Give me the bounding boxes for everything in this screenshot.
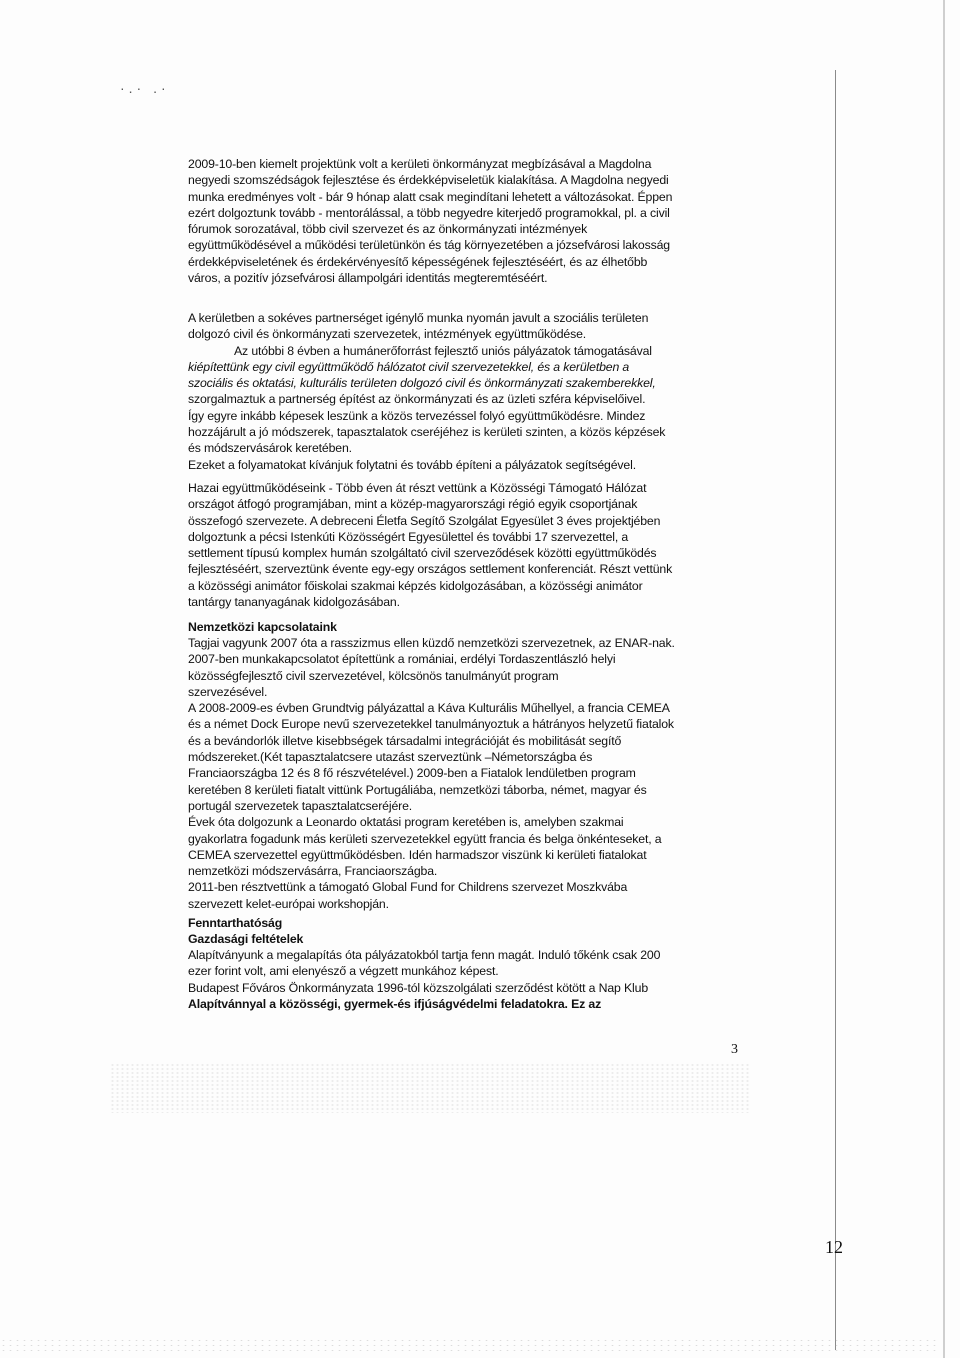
p2-line: A kerületben a sokéves partnerséget igénylő munka nyomán javult a szociális területen bbox=[188, 311, 649, 325]
p3-line: országot átfogó programjában, mint a közép-magyarországi régió egyik csoportjának bbox=[188, 497, 638, 512]
p4-line: 2011-ben résztvettünk a támogató Global Fund for Childrens szervezet Moszkvába bbox=[188, 880, 628, 895]
p1-line: fórumok sorozatával, több civil szervezet és az önkormányzati intézmények bbox=[188, 222, 588, 237]
p4-line: Franciaországba 12 és 8 fő részvételével.) 2009-ben a Fiatalok lendületben program bbox=[188, 766, 636, 781]
p4-line: és a német Dock Europe nevű szervezetekkel tanulmányoztuk a hátrányos helyzetű fiatalok bbox=[188, 717, 674, 732]
p1-line: város, a pozitív józsefvárosi állampolgári identitás megteremtéséért. bbox=[188, 271, 548, 286]
p3-line: dolgoztunk a pécsi Istenkúti Közösségért Egyesülettel és további 17 szervezettel, a bbox=[188, 529, 629, 544]
paragraph-3 bbox=[188, 480, 748, 610]
p2-line: hozzájárult a jó módszerek, tapasztalatok cseréjéhez is kerületi szinten, a közös képzések bbox=[188, 425, 666, 440]
p3-line: tantárgy tananyagának kidolgozásában. bbox=[188, 595, 400, 610]
p4-line: Évek óta dolgozunk a Leonardo oktatási program keretében is, amelyben szakmai bbox=[188, 815, 624, 830]
p4-line: közösségfejlesztő civil szervezetével, kölcsönös tanulmányút program bbox=[188, 668, 559, 683]
paragraph-1 bbox=[188, 156, 748, 286]
scan-noise bbox=[110, 1063, 750, 1113]
p5-line: ezer forint volt, ami elenyésző a végzett munkához képest. bbox=[188, 964, 499, 979]
p2-line: Ezeket a folyamatokat kívánjuk folytatni és tovább építeni a pályázatok segítségével. bbox=[188, 457, 636, 472]
economic-heading: Gazdasági feltételek bbox=[188, 932, 304, 946]
page-number-large: 12 bbox=[825, 1237, 843, 1257]
p1-line: érdekképviseletének és érdekérvényesítő képességének fejlesztéséért, és az élhetőbb bbox=[188, 254, 648, 269]
p4-line: portugál szervezetek tapasztalatcseréjére. bbox=[188, 798, 413, 813]
sustainability-heading: Fenntarthatóság bbox=[188, 916, 283, 930]
p2-line: Az utóbbi 8 évben a humánerőforrást fejlesztő uniós pályázatok támogatásával bbox=[234, 343, 652, 358]
p3-line: a közösségi animátor főiskolai szakmai képzés kidolgozásában, a közösségi animátor bbox=[188, 578, 643, 593]
p4-line: gyakorlatra fogadunk más kerületi szervezetekkel együtt francia és belga önkénteseket, a bbox=[188, 831, 662, 846]
p3-line: Hazai együttműködéseink - Több éven át részt vettünk a Közösségi Támogató Hálózat bbox=[188, 481, 647, 495]
p5-line: Budapest Főváros Önkormányzata 1996-tól közszolgálati szerződést kötött a Nap Klub bbox=[188, 980, 649, 995]
p1-line: negyedi szomszédságok fejlesztése és érdekképviseletük kialakítása. A Magdolna negyedi bbox=[188, 173, 669, 188]
p2-line: dolgozó civil és önkormányzati szervezetek, intézmények együttműködése. bbox=[188, 327, 587, 342]
p2-line: Így egyre inkább képesek leszünk a közös tervezéssel folyó együttműködésre. Mindez bbox=[188, 408, 646, 423]
p1-line: ezért dolgoztunk tovább - mentorálással, a több negyedre kiterjedő programokkal, pl. a civil bbox=[188, 205, 670, 220]
p2-line: szociális és oktatási, kulturális területen dolgozó civil és önkormányzati szakemberekkel, bbox=[188, 376, 656, 391]
p5-line: Alapítvánnyal a közösségi, gyermek-és ifjúságvédelmi feladatokra. Ez az bbox=[188, 996, 602, 1011]
intl-heading: Nemzetközi kapcsolataink bbox=[188, 620, 337, 634]
p5-line: Alapítványunk a megalapítás óta pályázatokból tartja fenn magát. Induló tőkénk csak 200 bbox=[188, 948, 661, 962]
paragraph-4 bbox=[188, 635, 748, 912]
p4-line: és a bevándorlók illetve kisebbségek társadalmi integrációját és mobilitását segítő bbox=[188, 733, 622, 748]
p4-line: Tagjai vagyunk 2007 óta a rasszizmus ellen küzdő nemzetközi szervezetnek, az ENAR-nak. bbox=[188, 636, 675, 650]
paragraph-2 bbox=[188, 310, 748, 473]
p3-line: összefogó szervezete. A debreceni Életfa Segítő Szolgálat Egyesület 3 éves projektjében bbox=[188, 513, 661, 528]
p4-line: szervezett kelet-európai workshopján. bbox=[188, 896, 389, 911]
p3-line: fejlesztéséért, szerveztünk évente egy-egy országos settlement konferenciát. Részt vettünk bbox=[188, 562, 673, 577]
p4-line: keretében 8 kerületi fiatalt vittünk Portugáliába, nemzetközi táborba, német, magyar és bbox=[188, 782, 647, 797]
p4-line: szervezésével. bbox=[188, 684, 268, 699]
p2-line: kiépítettünk egy civil együttműködő hálózatot civil szervezetekkel, és a kerületben a bbox=[188, 359, 630, 374]
p1-line: munka eredményes volt - bár 9 hónap alatt csak megindítani lehetett a változásokat. Éppen bbox=[188, 189, 673, 204]
p4-line: módszereket.(Két tapasztalatcsere utazást szerveztünk –Németországba és bbox=[188, 750, 593, 765]
paragraph-5 bbox=[188, 947, 748, 1012]
p3-line: settlement típusú komplex humán szolgáltató civil szerveződések közötti együttműködés bbox=[188, 546, 657, 561]
page-edge-rule bbox=[943, 0, 945, 1358]
p4-line: A 2008-2009-es évben Grundtvig pályázattal a Káva Kulturális Műhellyel, a francia CEMEA bbox=[188, 701, 670, 716]
margin-rule bbox=[835, 70, 836, 1350]
p4-line: nemzetközi módszervásárra, Franciaországba. bbox=[188, 864, 438, 879]
scan-specks: ·.· .· bbox=[120, 80, 170, 96]
p2-line: és módszervásárok keretében. bbox=[188, 441, 352, 456]
p4-line: CEMEA szervezettel együttműködésben. Idén harmadszor viszünk ki kerületi fiatalokat bbox=[188, 847, 647, 862]
page-number-small: 3 bbox=[731, 1042, 738, 1057]
p4-line: 2007-ben munkakapcsolatot építettünk a romániai, erdélyi Tordaszentlászló helyi bbox=[188, 652, 616, 667]
p1-line: együttműködésével a működési területünkön és tág környezetében a józsefvárosi lakosság bbox=[188, 238, 670, 253]
p1-line: 2009-10-ben kiemelt projektünk volt a kerületi önkormányzat megbízásával a Magdolna bbox=[188, 157, 652, 171]
scan-noise-bottom bbox=[0, 1338, 940, 1352]
p2-line: szorgalmaztuk a partnerség építést az önkormányzati és az üzleti szféra képviselőivel. bbox=[188, 392, 646, 407]
